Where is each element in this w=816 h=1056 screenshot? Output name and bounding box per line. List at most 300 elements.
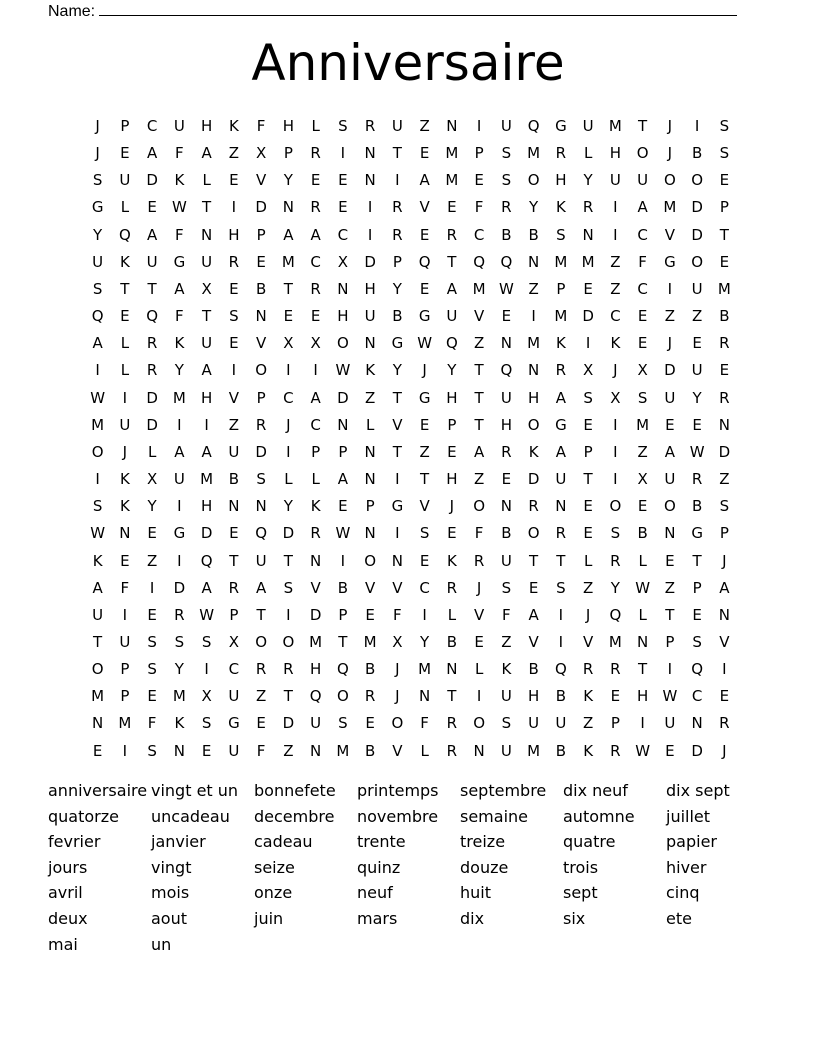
grid-letter[interactable]: Y <box>147 497 157 516</box>
grid-letter[interactable]: L <box>120 361 130 380</box>
grid-letter[interactable]: R <box>610 660 621 679</box>
grid-letter[interactable]: I <box>558 632 564 651</box>
grid-letter[interactable]: X <box>392 632 403 651</box>
grid-letter[interactable]: K <box>228 117 239 135</box>
grid-letter[interactable]: I <box>286 442 291 461</box>
grid-letter[interactable]: I <box>640 714 645 733</box>
grid-letter[interactable]: Q <box>255 524 268 543</box>
grid-letter[interactable]: I <box>694 117 700 135</box>
grid-letter[interactable]: E <box>447 198 457 217</box>
grid-letter[interactable]: X <box>310 334 321 353</box>
grid-letter[interactable]: J <box>95 117 100 135</box>
grid-letter[interactable]: Y <box>529 198 539 217</box>
grid-letter[interactable]: Z <box>664 307 676 326</box>
grid-letter[interactable]: A <box>146 144 158 163</box>
grid-letter[interactable]: Z <box>610 252 621 271</box>
grid-letter[interactable]: N <box>364 470 376 489</box>
grid-letter[interactable]: U <box>500 741 512 760</box>
grid-letter[interactable]: X <box>610 388 621 407</box>
grid-letter[interactable]: S <box>256 470 266 489</box>
grid-letter[interactable]: O <box>636 144 649 163</box>
grid-letter[interactable]: R <box>174 605 185 624</box>
grid-letter[interactable]: S <box>338 714 348 733</box>
grid-letter[interactable]: O <box>364 551 377 570</box>
grid-letter[interactable]: U <box>609 171 621 190</box>
grid-letter[interactable]: M <box>309 632 323 651</box>
grid-letter[interactable]: I <box>177 415 182 434</box>
grid-letter[interactable]: Y <box>392 361 402 380</box>
grid-letter[interactable]: F <box>120 578 130 597</box>
grid-letter[interactable]: T <box>392 144 402 163</box>
grid-letter[interactable]: N <box>201 225 213 244</box>
grid-letter[interactable]: V <box>310 578 321 597</box>
grid-letter[interactable]: T <box>420 470 430 489</box>
grid-letter[interactable]: C <box>337 225 349 244</box>
grid-letter[interactable]: K <box>310 497 321 516</box>
grid-letter[interactable]: S <box>501 171 512 190</box>
grid-letter[interactable]: P <box>365 497 375 516</box>
grid-letter[interactable]: E <box>474 632 484 651</box>
grid-letter[interactable]: M <box>91 415 105 434</box>
grid-letter[interactable]: I <box>395 524 400 543</box>
grid-letter[interactable]: J <box>122 442 128 461</box>
grid-letter[interactable]: H <box>500 415 513 434</box>
grid-letter[interactable]: T <box>283 279 293 298</box>
grid-letter[interactable]: X <box>201 687 212 706</box>
grid-letter[interactable]: U <box>664 714 676 733</box>
grid-letter[interactable]: X <box>637 470 648 489</box>
grid-letter[interactable]: A <box>201 144 212 163</box>
grid-letter[interactable]: R <box>364 687 376 706</box>
grid-letter[interactable]: D <box>691 198 703 217</box>
grid-letter[interactable]: I <box>177 497 182 516</box>
grid-letter[interactable]: S <box>719 497 730 516</box>
grid-letter[interactable]: M <box>281 252 295 271</box>
grid-letter[interactable]: W <box>90 524 106 543</box>
grid-letter[interactable]: Y <box>392 279 402 298</box>
grid-letter[interactable]: Q <box>118 225 131 244</box>
grid-letter[interactable]: E <box>719 252 730 271</box>
grid-letter[interactable]: E <box>229 524 239 543</box>
grid-letter[interactable]: Q <box>200 551 213 570</box>
grid-letter[interactable]: Q <box>500 361 513 380</box>
grid-letter[interactable]: B <box>719 307 730 326</box>
grid-letter[interactable]: C <box>310 252 321 271</box>
grid-letter[interactable]: R <box>501 198 512 217</box>
grid-letter[interactable]: L <box>420 741 429 760</box>
grid-letter[interactable]: P <box>665 632 675 651</box>
grid-letter[interactable]: O <box>336 334 349 353</box>
grid-letter[interactable]: B <box>528 660 539 679</box>
grid-letter[interactable]: O <box>473 497 486 516</box>
grid-letter[interactable]: S <box>92 497 103 516</box>
grid-letter[interactable]: D <box>255 198 267 217</box>
grid-letter[interactable]: U <box>555 714 567 733</box>
grid-letter[interactable]: E <box>637 334 648 353</box>
grid-letter[interactable]: N <box>255 307 267 326</box>
grid-letter[interactable]: V <box>419 497 430 516</box>
grid-letter[interactable]: L <box>120 198 130 217</box>
grid-letter[interactable]: I <box>122 741 128 760</box>
grid-letter[interactable]: Q <box>336 660 349 679</box>
grid-letter[interactable]: R <box>555 144 567 163</box>
grid-letter[interactable]: E <box>447 442 457 461</box>
grid-letter[interactable]: C <box>637 225 648 244</box>
grid-letter[interactable]: E <box>365 605 375 624</box>
grid-letter[interactable]: E <box>583 497 593 516</box>
grid-letter[interactable]: V <box>228 388 239 407</box>
grid-letter[interactable]: O <box>663 171 676 190</box>
grid-letter[interactable]: V <box>473 307 485 326</box>
grid-letter[interactable]: U <box>664 388 676 407</box>
grid-letter[interactable]: B <box>337 578 349 597</box>
grid-letter[interactable]: A <box>310 388 321 407</box>
grid-letter[interactable]: N <box>391 551 403 570</box>
grid-letter[interactable]: N <box>255 497 267 516</box>
grid-letter[interactable]: S <box>283 578 294 597</box>
grid-letter[interactable]: P <box>474 144 484 163</box>
grid-letter[interactable]: R <box>610 551 621 570</box>
grid-letter[interactable]: H <box>527 687 540 706</box>
grid-letter[interactable]: Y <box>447 361 457 380</box>
grid-letter[interactable]: S <box>610 524 621 543</box>
grid-letter[interactable]: O <box>255 361 268 380</box>
grid-letter[interactable]: D <box>146 415 158 434</box>
grid-letter[interactable]: N <box>337 415 349 434</box>
grid-letter[interactable]: S <box>92 171 103 190</box>
grid-letter[interactable]: Z <box>610 279 621 298</box>
grid-letter[interactable]: L <box>638 551 647 570</box>
grid-letter[interactable]: I <box>558 605 564 624</box>
grid-letter[interactable]: U <box>582 117 594 135</box>
grid-letter[interactable]: U <box>173 117 185 135</box>
grid-letter[interactable]: U <box>391 117 403 135</box>
grid-letter[interactable]: U <box>201 334 213 353</box>
grid-letter[interactable]: K <box>555 334 566 353</box>
grid-letter[interactable]: H <box>228 225 240 244</box>
grid-letter[interactable]: D <box>200 524 213 543</box>
grid-letter[interactable]: E <box>338 171 348 190</box>
grid-letter[interactable]: T <box>147 279 157 298</box>
grid-letter[interactable]: H <box>309 660 322 679</box>
grid-letter[interactable]: G <box>555 117 567 135</box>
grid-letter[interactable]: D <box>255 442 267 461</box>
grid-letter[interactable]: E <box>419 225 430 244</box>
grid-letter[interactable]: F <box>175 144 184 163</box>
grid-letter[interactable]: A <box>201 578 212 597</box>
grid-letter[interactable]: Z <box>719 470 730 489</box>
grid-letter[interactable]: O <box>91 660 104 679</box>
grid-letter[interactable]: P <box>692 578 702 597</box>
grid-letter[interactable]: N <box>664 524 676 543</box>
grid-letter[interactable]: S <box>229 307 239 326</box>
grid-letter[interactable]: E <box>637 307 648 326</box>
grid-letter[interactable]: N <box>419 687 431 706</box>
grid-letter[interactable]: E <box>637 497 648 516</box>
grid-letter[interactable]: P <box>120 687 130 706</box>
grid-letter[interactable]: K <box>583 741 594 760</box>
grid-letter[interactable]: E <box>583 279 593 298</box>
grid-letter[interactable]: I <box>367 198 373 217</box>
grid-letter[interactable]: H <box>364 279 376 298</box>
grid-letter[interactable]: V <box>392 578 403 597</box>
grid-letter[interactable]: T <box>256 605 266 624</box>
grid-letter[interactable]: O <box>527 524 540 543</box>
grid-letter[interactable]: E <box>474 171 484 190</box>
grid-letter[interactable]: U <box>528 714 540 733</box>
grid-letter[interactable]: E <box>719 171 730 190</box>
grid-letter[interactable]: G <box>664 252 676 271</box>
grid-letter[interactable]: M <box>608 117 622 135</box>
grid-letter[interactable]: S <box>174 632 185 651</box>
grid-letter[interactable]: T <box>447 252 457 271</box>
grid-letter[interactable]: Y <box>610 578 620 597</box>
grid-letter[interactable]: Y <box>692 388 702 407</box>
grid-letter[interactable]: T <box>638 117 648 135</box>
grid-letter[interactable]: B <box>501 524 512 543</box>
grid-letter[interactable]: V <box>255 334 267 353</box>
grid-letter[interactable]: E <box>419 279 430 298</box>
grid-letter[interactable]: U <box>228 442 240 461</box>
grid-letter[interactable]: T <box>556 551 566 570</box>
grid-letter[interactable]: H <box>200 117 213 135</box>
grid-letter[interactable]: M <box>527 741 541 760</box>
grid-letter[interactable]: A <box>446 279 457 298</box>
grid-letter[interactable]: T <box>583 470 593 489</box>
grid-letter[interactable]: J <box>667 144 673 163</box>
grid-letter[interactable]: Z <box>664 578 676 597</box>
grid-letter[interactable]: E <box>419 415 430 434</box>
grid-letter[interactable]: A <box>174 442 185 461</box>
grid-letter[interactable]: P <box>719 524 729 543</box>
grid-letter[interactable]: J <box>722 551 727 570</box>
grid-letter[interactable]: E <box>201 741 212 760</box>
grid-letter[interactable]: U <box>691 361 703 380</box>
grid-letter[interactable]: H <box>446 388 458 407</box>
grid-letter[interactable]: R <box>446 741 458 760</box>
grid-letter[interactable]: E <box>583 415 593 434</box>
grid-letter[interactable]: N <box>500 334 512 353</box>
grid-letter[interactable]: A <box>310 225 321 244</box>
grid-letter[interactable]: L <box>120 334 130 353</box>
grid-letter[interactable]: H <box>446 470 458 489</box>
grid-letter[interactable]: D <box>173 578 186 597</box>
grid-letter[interactable]: I <box>531 307 536 326</box>
grid-letter[interactable]: B <box>691 497 703 516</box>
grid-letter[interactable]: M <box>636 415 650 434</box>
grid-letter[interactable]: E <box>120 307 130 326</box>
grid-letter[interactable]: D <box>337 388 349 407</box>
grid-letter[interactable]: R <box>255 415 267 434</box>
grid-letter[interactable]: M <box>608 632 622 651</box>
grid-letter[interactable]: X <box>146 470 158 489</box>
grid-letter[interactable]: Q <box>691 660 704 679</box>
grid-letter[interactable]: N <box>582 225 594 244</box>
grid-letter[interactable]: E <box>419 144 430 163</box>
grid-letter[interactable]: X <box>582 361 594 380</box>
grid-letter[interactable]: R <box>310 198 321 217</box>
grid-letter[interactable]: S <box>338 117 348 135</box>
grid-letter[interactable]: L <box>311 470 320 489</box>
grid-letter[interactable]: M <box>91 687 105 706</box>
grid-letter[interactable]: Z <box>228 144 240 163</box>
grid-letter[interactable]: T <box>474 388 484 407</box>
grid-letter[interactable]: O <box>527 171 540 190</box>
grid-letter[interactable]: U <box>92 252 104 271</box>
grid-letter[interactable]: N <box>473 741 485 760</box>
grid-letter[interactable]: C <box>419 578 430 597</box>
grid-letter[interactable]: W <box>498 279 514 298</box>
grid-letter[interactable]: G <box>418 388 431 407</box>
grid-letter[interactable]: Q <box>445 334 458 353</box>
grid-letter[interactable]: I <box>95 470 100 489</box>
grid-letter[interactable]: L <box>202 171 211 190</box>
grid-letter[interactable]: I <box>204 415 209 434</box>
grid-letter[interactable]: I <box>395 171 400 190</box>
grid-letter[interactable]: M <box>418 660 432 679</box>
grid-letter[interactable]: N <box>310 551 322 570</box>
grid-letter[interactable]: A <box>555 388 566 407</box>
grid-letter[interactable]: E <box>692 415 702 434</box>
grid-letter[interactable]: E <box>665 415 675 434</box>
grid-letter[interactable]: N <box>446 117 458 135</box>
grid-letter[interactable]: R <box>446 578 458 597</box>
grid-letter[interactable]: O <box>255 632 268 651</box>
grid-letter[interactable]: E <box>147 605 157 624</box>
grid-letter[interactable]: L <box>474 660 484 679</box>
grid-letter[interactable]: K <box>610 334 621 353</box>
grid-letter[interactable]: O <box>391 714 404 733</box>
grid-letter[interactable]: F <box>175 307 184 326</box>
grid-letter[interactable]: P <box>556 279 566 298</box>
grid-letter[interactable]: N <box>718 605 730 624</box>
grid-letter[interactable]: R <box>691 470 703 489</box>
grid-letter[interactable]: Z <box>582 714 594 733</box>
grid-letter[interactable]: G <box>91 198 104 217</box>
grid-letter[interactable]: J <box>722 741 727 760</box>
grid-letter[interactable]: D <box>718 442 731 461</box>
grid-letter[interactable]: C <box>473 225 485 244</box>
grid-letter[interactable]: Z <box>691 307 703 326</box>
grid-letter[interactable]: E <box>120 551 130 570</box>
grid-letter[interactable]: I <box>122 388 128 407</box>
grid-letter[interactable]: E <box>92 741 103 760</box>
grid-letter[interactable]: A <box>419 171 430 190</box>
grid-letter[interactable]: I <box>722 660 727 679</box>
grid-letter[interactable]: A <box>719 578 730 597</box>
grid-letter[interactable]: M <box>554 252 568 271</box>
grid-letter[interactable]: D <box>664 361 676 380</box>
grid-letter[interactable]: W <box>335 524 351 543</box>
grid-letter[interactable]: T <box>474 361 484 380</box>
grid-letter[interactable]: T <box>202 307 212 326</box>
grid-letter[interactable]: M <box>200 470 214 489</box>
grid-letter[interactable]: I <box>204 660 209 679</box>
grid-letter[interactable]: U <box>255 551 267 570</box>
grid-letter[interactable]: P <box>229 605 239 624</box>
grid-letter[interactable]: E <box>310 307 321 326</box>
grid-letter[interactable]: U <box>637 171 649 190</box>
grid-letter[interactable]: R <box>392 225 403 244</box>
grid-letter[interactable]: T <box>202 198 212 217</box>
grid-letter[interactable]: B <box>255 279 267 298</box>
grid-letter[interactable]: E <box>528 578 539 597</box>
grid-letter[interactable]: R <box>392 198 403 217</box>
grid-letter[interactable]: J <box>395 687 400 706</box>
grid-letter[interactable]: P <box>120 660 130 679</box>
grid-letter[interactable]: L <box>583 551 593 570</box>
grid-letter[interactable]: U <box>364 307 376 326</box>
grid-letter[interactable]: K <box>174 714 185 733</box>
grid-letter[interactable]: W <box>635 578 651 597</box>
grid-letter[interactable]: T <box>283 687 293 706</box>
grid-letter[interactable]: B <box>228 470 240 489</box>
grid-letter[interactable]: U <box>310 714 322 733</box>
grid-letter[interactable]: E <box>147 524 157 543</box>
grid-letter[interactable]: R <box>501 442 512 461</box>
grid-letter[interactable]: W <box>335 361 351 380</box>
grid-letter[interactable]: G <box>555 415 567 434</box>
grid-letter[interactable]: I <box>286 605 291 624</box>
grid-letter[interactable]: B <box>555 687 567 706</box>
grid-letter[interactable]: X <box>283 334 294 353</box>
grid-letter[interactable]: P <box>338 442 348 461</box>
grid-letter[interactable]: S <box>501 714 512 733</box>
grid-letter[interactable]: T <box>283 551 293 570</box>
grid-letter[interactable]: G <box>173 524 186 543</box>
grid-letter[interactable]: X <box>228 632 240 651</box>
grid-letter[interactable]: P <box>583 442 593 461</box>
grid-letter[interactable]: V <box>664 225 675 244</box>
grid-letter[interactable]: T <box>474 415 484 434</box>
grid-letter[interactable]: B <box>364 660 376 679</box>
grid-letter[interactable]: I <box>476 117 482 135</box>
grid-letter[interactable]: E <box>229 279 239 298</box>
grid-letter[interactable]: L <box>583 144 593 163</box>
grid-letter[interactable]: E <box>338 497 348 516</box>
grid-letter[interactable]: X <box>337 252 349 271</box>
grid-letter[interactable]: S <box>147 660 157 679</box>
grid-letter[interactable]: T <box>638 660 648 679</box>
grid-letter[interactable]: C <box>610 307 621 326</box>
grid-letter[interactable]: S <box>556 578 566 597</box>
grid-letter[interactable]: A <box>92 334 103 353</box>
grid-letter[interactable]: O <box>473 714 486 733</box>
grid-letter[interactable]: Z <box>228 415 240 434</box>
grid-letter[interactable]: S <box>501 144 512 163</box>
grid-letter[interactable]: M <box>554 307 568 326</box>
grid-letter[interactable]: V <box>392 415 403 434</box>
grid-letter[interactable]: D <box>146 171 158 190</box>
grid-letter[interactable]: D <box>364 252 376 271</box>
grid-letter[interactable]: J <box>395 660 400 679</box>
grid-letter[interactable]: N <box>364 171 376 190</box>
grid-letter[interactable]: V <box>528 632 539 651</box>
grid-letter[interactable]: V <box>582 632 594 651</box>
grid-letter[interactable]: Q <box>473 252 486 271</box>
grid-letter[interactable]: M <box>663 198 677 217</box>
grid-letter[interactable]: J <box>667 117 673 135</box>
grid-letter[interactable]: I <box>613 470 618 489</box>
grid-letter[interactable]: T <box>719 225 729 244</box>
grid-letter[interactable]: U <box>119 632 131 651</box>
grid-letter[interactable]: K <box>174 334 185 353</box>
grid-letter[interactable]: Q <box>146 307 159 326</box>
grid-letter[interactable]: L <box>284 470 293 489</box>
grid-letter[interactable]: E <box>229 334 239 353</box>
grid-letter[interactable]: G <box>173 252 186 271</box>
grid-letter[interactable]: D <box>309 605 322 624</box>
